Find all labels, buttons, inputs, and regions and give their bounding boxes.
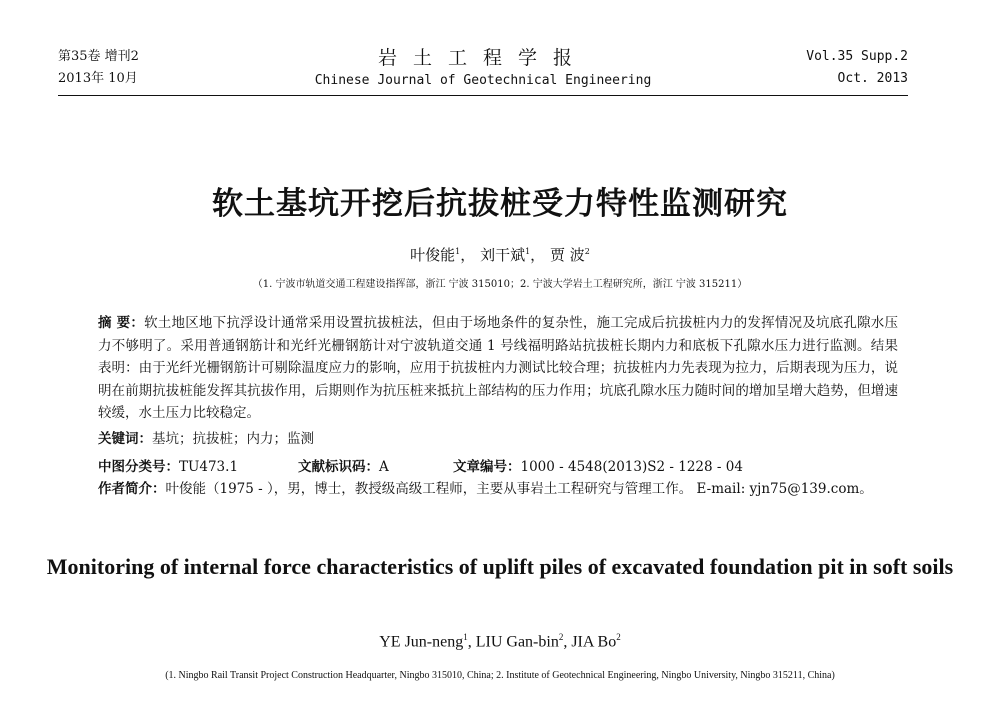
journal-name-en: Chinese Journal of Geotechnical Engineering	[314, 73, 652, 88]
date-line-en: Oct. 2013	[837, 71, 908, 86]
affiliation-cn: （1. 宁波市轨道交通工程建设指挥部，浙江 宁波 315010；2. 宁波大学岩土工程研究所，浙江 宁波 315211）	[252, 279, 748, 290]
keywords-cn	[98, 427, 898, 447]
author-bio	[98, 478, 898, 501]
author-affil-mark: 2	[558, 632, 564, 642]
clc-number	[98, 455, 298, 475]
authors-cn	[0, 244, 1000, 265]
volume-line-en: Vol.35 Supp.2	[806, 49, 908, 64]
author-affil-mark: 1	[525, 247, 531, 256]
classification-line	[98, 455, 898, 475]
keywords-text: 基坑；抗拔桩；内力；监测	[152, 431, 314, 447]
abstract-label: 摘 要：	[98, 315, 145, 331]
clc-label: 中图分类号：	[98, 459, 179, 475]
article-number	[453, 455, 743, 475]
affiliation-en: (1. Ningbo Rail Transit Project Construction Headquarter, Ningbo 315010, China; 2. Institute of Geotechnical Engineering, Ningbo University, Ningbo 315211, China)	[165, 670, 835, 681]
volume-line: 第35卷 增刊2	[58, 49, 139, 64]
bio-text: 叶俊能（1975 - ），男，博士，教授级高级工程师，主要从事岩土工程研究与管理工作。 E-mail: yjn75@139.com。	[165, 481, 873, 497]
clc-value: TU473.1	[179, 459, 239, 475]
journal-name	[58, 46, 908, 92]
author-separator: ，	[530, 246, 546, 264]
keywords-label: 关键词：	[98, 431, 152, 447]
author-separator: ，	[460, 246, 476, 264]
paper-title-cn: 软土基坑开挖后抗拔桩受力特性监测研究	[212, 186, 788, 222]
author-name: 叶俊能	[410, 246, 456, 264]
author-name-en: JIA Bo	[571, 633, 617, 651]
abstract-cn	[98, 312, 898, 425]
art-value: 1000 - 4548(2013)S2 - 1228 - 04	[520, 459, 743, 475]
author-affil-mark: 1	[463, 632, 468, 642]
date-line: 2013年 10月	[58, 71, 138, 86]
author-name-en: LIU Gan-bin	[475, 633, 559, 651]
author-name: 贾 波	[549, 246, 585, 264]
abstract-text: 软土地区地下抗浮设计通常采用设置抗拔桩法，但由于场地条件的复杂性，施工完成后抗拔桩内力的发挥情况及坑底孔隙水压力不够明了。采用普通钢筋计和光纤光栅钢筋计对宁波轨道交通 1 号线福明路站抗拔桩长期内力和底板下孔隙水压力进行监测。结果表明：由于光纤光栅钢筋计可剔除温度应力的影响，应用于抗拔桩内力测试比较合理；抗拔桩内力先表现为拉力，后期表现为压力，说明在前期抗拔桩能发挥其抗拔作用，后期则作为抗压桩来抵抗上部结构的压力作用；坑底孔隙水压力随时间的增加呈增大趋势，但增速较缓，水土压力比较稳定。	[98, 315, 899, 421]
authors-en: YE Jun-neng$^1$, LIU Gan-bin$^2$, JIA Bo$^2$	[379, 632, 621, 651]
doc-code	[298, 455, 453, 475]
volume-issue-en	[806, 46, 908, 90]
doc-value: A	[379, 459, 389, 475]
art-label: 文章编号：	[453, 459, 521, 475]
author-affil-mark: 2	[584, 247, 590, 256]
author-name: 刘干斌	[480, 246, 526, 264]
doc-label: 文献标识码：	[298, 459, 379, 475]
author-name-en: YE Jun-neng	[379, 633, 464, 651]
author-affil-mark: 2	[616, 632, 621, 642]
author-affil-mark: 1	[455, 247, 461, 256]
journal-name-cn: 岩土工程学报	[377, 47, 588, 69]
bio-label: 作者简介：	[98, 481, 166, 497]
paper-title-en: Monitoring of internal force characteristics of uplift piles of excavated foundation pit in soft soils	[46, 554, 954, 579]
header-rule	[58, 95, 908, 96]
